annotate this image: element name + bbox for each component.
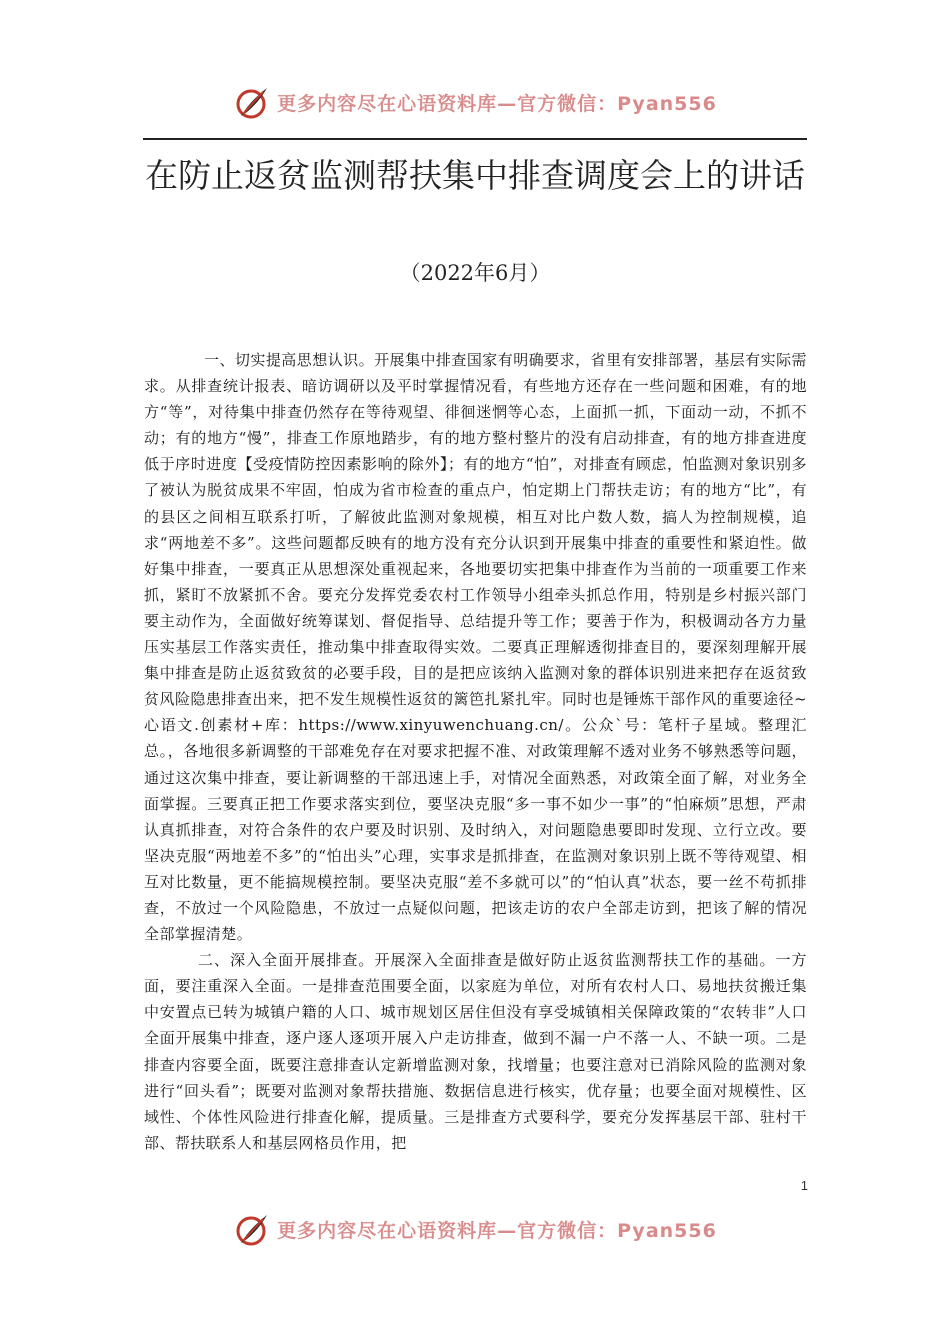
quill-logo-icon: [233, 1209, 273, 1249]
document-body: [144, 347, 807, 1156]
document-date: （2022年6月）: [399, 261, 551, 285]
paragraph-2: 二、深入全面开展排查。开展深入全面排查是做好防止返贫监测帮扶工作的基础。一方面，要注重深入全面。一是排查范围要全面，以家庭为单位，对所有农村人口、易地扶贫搬迁集中安置点已转为城镇户籍的人口、城市规划区居住但没有享受城镇相关保障政策的“农转非”人口全面开展集中排查，逐户逐人逐项开展入户走访排查，做到不漏一户不落一人、不缺一项。二是排查内容要全面，既要注意排查认定新增监测对象，找增量；也要注意对已消除风险的监测对象进行“回头看”；既要对监测对象帮扶措施、数据信息进行核实，优存量；也要全面对规模性、区域性、个体性风险进行排查化解，提质量。三是排查方式要科学，要充分发挥基层干部、驻村干部、帮扶联系人和基层网格员作用，把: [144, 951, 807, 1152]
header-rule: [143, 138, 807, 140]
quill-logo-icon: [233, 82, 273, 122]
header-banner: [0, 80, 950, 124]
footer-banner: [0, 1207, 950, 1251]
paragraph-1: 一、切实提高思想认识。开展集中排查国家有明确要求，省里有安排部署，基层有实际需求。从排查统计报表、暗访调研以及平时掌握情况看，有些地方还存在一些问题和困难，有的地方“等”，对待集中排查仍然存在等待观望、徘徊迷惘等心态，上面抓一抓，下面动一动，不抓不动；有的地方“慢”，排查工作原地踏步，有的地方整村整片的没有启动排查，有的地方排查进度低于序时进度【受疫情防控因素影响的除外】；有的地方“怕”，对排查有顾虑，怕监测对象识别多了被认为脱贫成果不牢固，怕成为省市检查的重点户，怕定期上门帮扶走访；有的地方“比”，有的县区之间相互联系打听，了解彼此监测对象规模，相互对比户数人数，搞人为控制规模，追求“两地差不多”。这些问题都反映有的地方没有充分认识到开展集中排查的重要性和紧迫性。做好集中排查，一要真正从思想深处重视起来，各地要切实把集中排查作为当前的一项重要工作来抓，紧盯不放紧抓不舍。要充分发挥党委农村工作领导小组牵头抓总作用，特别是乡村振兴部门要主动作为，全面做好统筹谋划、督促指导、总结提升等工作；要善于作为，积极调动各方力量压实基层工作落实责任，推动集中排查取得实效。二要真正理解透彻排查目的，要深刻理解开展集中排查是防止返贫致贫的必要手段，目的是把应该纳入监测对象的群体识别进来把存在返贫致贫风险隐患排查出来，把不发生规模性返贫的篱笆扎紧扎牢。同时也是锤炼干部作风的重要途径~心语文.创素材+库：https://www.xinyuwenchuang.cn/。公众`号：笔杆子星域。整理汇总。，各地很多新调整的干部难免存在对要求把握不准、对政策理解不透对业务不够熟悉等问题，通过这次集中排查，要让新调整的干部迅速上手，对情况全面熟悉，对政策全面了解，对业务全面掌握。三要真正把工作要求落实到位，要坚决克服“多一事不如少一事”的“怕麻烦”思想，严肃认真抓排查，对符合条件的农户要及时识别、及时纳入，对问题隐患要即时发现、立行立改。要坚决克服“两地差不多”的“怕出头”心理，实事求是抓排查，在监测对象识别上既不等待观望、相互对比数量，更不能搞规模控制。要坚决克服“差不多就可以”的“怕认真”状态，要一丝不苟抓排查，不放过一个风险隐患，不放过一点疑似问题，把该走访的农户全部走访到，把该了解的情况全部掌握清楚。: [144, 351, 807, 944]
document-title: 在防止返贫监测帮扶集中排查调度会上的讲话: [145, 156, 805, 195]
footer-banner-text: 更多内容尽在心语资料库—官方微信：Pyan556: [277, 1219, 717, 1242]
page-number: 1: [800, 1178, 808, 1193]
header-banner-text: 更多内容尽在心语资料库—官方微信：Pyan556: [277, 92, 717, 115]
